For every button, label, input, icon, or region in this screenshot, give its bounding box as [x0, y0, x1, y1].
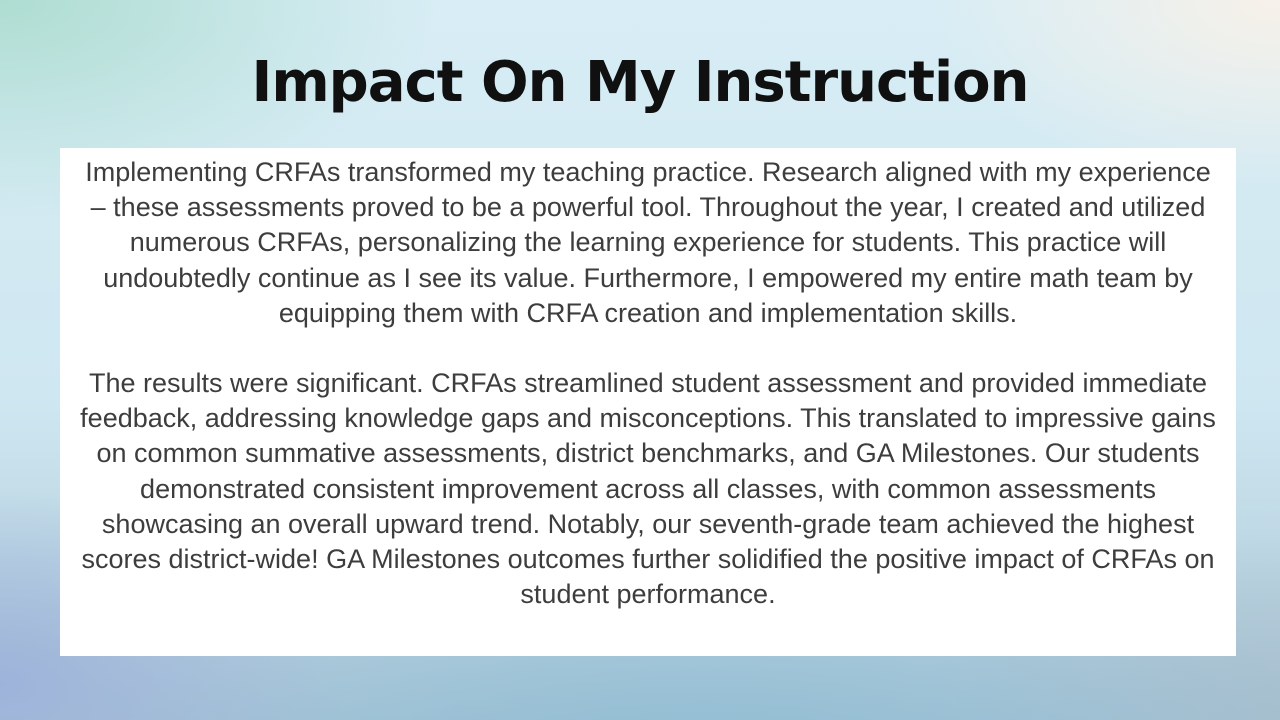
slide-title: Impact On My Instruction	[251, 50, 1029, 115]
paragraph-results: The results were significant. CRFAs streamlined student assessment and provided immediate feedback, addressing knowledge gaps and misconceptions. This translated to impressive gains on common summative assessments, district benchmarks, and GA Milestones. Our students demonstrated consistent improvement across all classes, with common assessments showcasing an overall upward trend. Notably, our seventh-grade team achieved the highest scores district-wide! GA Milestones outcomes further solidified the positive impact of CRFAs on student performance.	[80, 368, 1216, 610]
text-panel	[60, 148, 1236, 656]
paragraph-implementation: Implementing CRFAs transformed my teaching practice. Research aligned with my experience – these assessments proved to be a powerful tool. Throughout the year, I created and utilized numerous CRFAs, personalizing the learning experience for students. This practice will undoubtedly continue as I see its value. Furthermore, I empowered my entire math team by equipping them with CRFA creation and implementation skills.	[85, 157, 1211, 328]
